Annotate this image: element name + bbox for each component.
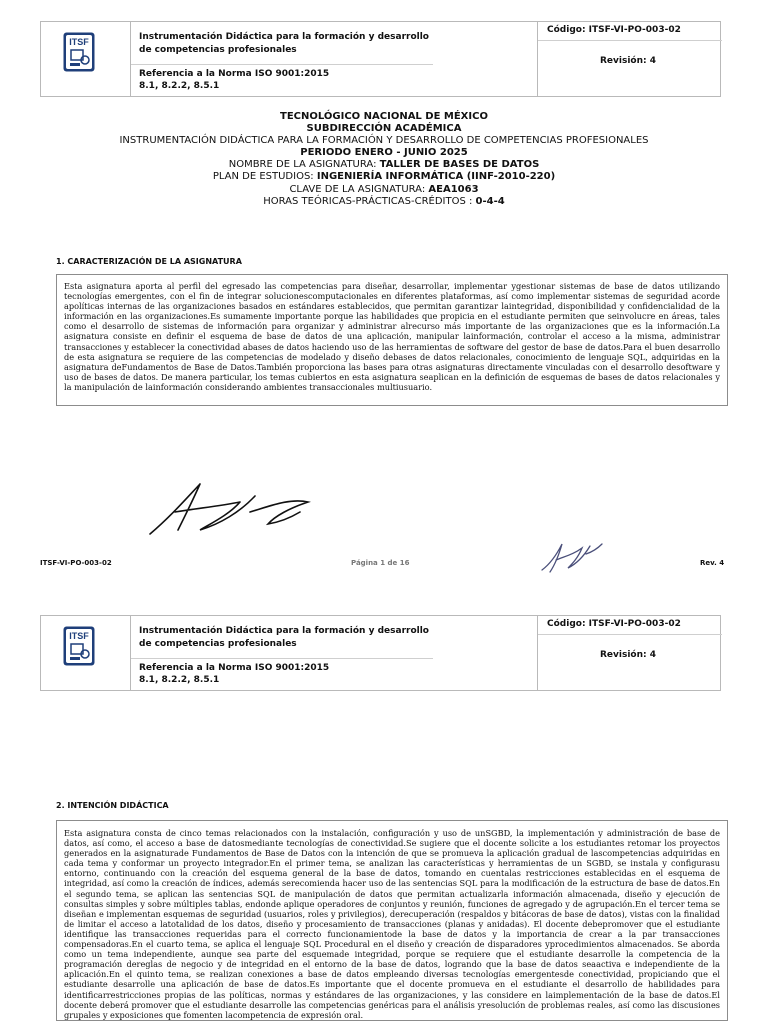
header-title: Instrumentación Didáctica para la formación y desarrollo de competencias profesionales: [139, 626, 429, 649]
document-header: [40, 21, 721, 97]
itsf-logo: [63, 32, 95, 72]
divider: [538, 634, 722, 635]
logo-cell: [41, 22, 131, 96]
logo-cell: [41, 616, 131, 690]
itsf-logo: [63, 626, 95, 666]
institution: TECNOLÓGICO NACIONAL DE MÉXICO: [280, 111, 488, 122]
revision: Revisión: 4: [600, 56, 657, 66]
header-reference: [139, 662, 439, 686]
reference-line-2: 8.1, 8.2.2, 8.5.1: [139, 675, 220, 685]
section-1-title: 1. CARACTERIZACIÓN DE LA ASIGNATURA: [56, 257, 242, 266]
signature-large: [140, 472, 340, 544]
section-2-title: 2. INTENCIÓN DIDÁCTICA: [56, 801, 169, 810]
department: SUBDIRECCIÓN ACADÉMICA: [306, 123, 462, 135]
subject-value: TALLER DE BASES DE DATOS: [379, 159, 540, 171]
document-code: Código: ITSF-VI-PO-003-02: [547, 619, 681, 629]
signature-small: [536, 534, 608, 576]
document-code: Código: ITSF-VI-PO-003-02: [547, 25, 681, 35]
divider: [131, 658, 433, 659]
hours-label: HORAS TEÓRICAS-PRÁCTICAS-CRÉDITOS :: [263, 195, 476, 207]
period: PERIODO ENERO - JUNIO 2025: [300, 147, 468, 159]
footer-code: ITSF-VI-PO-003-02: [40, 559, 112, 567]
plan-label: PLAN DE ESTUDIOS:: [212, 171, 317, 183]
svg-text:ITSF: ITSF: [69, 37, 89, 47]
section-1-box: Esta asignatura aporta al perfil del egresado las competencias para diseñar, desarrollar, implementar ygestionar sistemas de base de datos utilizando tecnologías emergentes, con el fin de integrar solucionescomputacionales en diferentes plataformas, así como implementar sistemas de seguridad acorde apolíticas internas de las organizaciones basados en estándares establecidos, que permitan garantizar laintegridad, disponibilidad y confidencialidad de la información en las organizaciones.Es sumamente importante porque las habilidades que propicia en el estudiante permiten que seinvolucre en áreas, tales como el desarrollo de sistemas de información para organizar y administrar alrecurso más importante de las organizaciones que es la información.La asignatura consiste en definir el esquema de base de datos de una aplicación, manipular lainformación, controlar el acceso a la misma, administrar transacciones y establecer la conectividad abases de datos haciendo uso de las herramientas de software del gestor de base de datos.Para el buen desarrollo de esta asignatura se requiere de las competencias de modelado y diseño debases de datos relacionales, conocimiento de lenguaje SQL, adquiridas en la asignatura deFundamentos de Base de Datos.También proporciona las bases para otras asignaturas directamente vinculadas con el desarrollo desoftware y uso de bases de datos. De manera particular, los temas cubiertos en esta asignatura seaplican en la definición de esquemas de bases de datos relacionales y la manipulación de lainformación considerando ambientes transaccionales multiusuario.: [56, 274, 728, 406]
divider: [131, 64, 433, 65]
reference-line-1: Referencia a la Norma ISO 9001:2015: [139, 69, 330, 79]
header-title: Instrumentación Didáctica para la formación y desarrollo de competencias profesionales: [139, 32, 429, 55]
footer-page: Página 1 de 16: [351, 559, 410, 567]
document-header: [40, 615, 721, 691]
reference-line-1: Referencia a la Norma ISO 9001:2015: [139, 663, 330, 673]
section-2-box: Esta asignatura consta de cinco temas relacionados con la instalación, configuración y uso de unSGBD, la implementación y administración de base de datos, así como, el acceso a base de datosmediante tecnologías de conectividad.Se sugiere que el docente solicite a los estudiantes retomar los proyectos generados en la asignaturade Fundamentos de Base de Datos con la intención de que se promueva la aplicación gradual de lascompetencias adquiridas en cada tema y conformar un proyecto integrador.En el primer tema, se analizan las características y herramientas de un SGBD, se instala y configurasu entorno, continuando con la creación del esquema general de la base de datos, tomando en cuentalas restricciones establecidas en el esquema de integridad, así como la creación de índices, además serecomienda hacer uso de las sentencias SQL para la modificación de la estructura de base de datos.En el segundo tema, se aplican las sentencias SQL de manipulación de datos que permitan actualizarla información almacenada, diseño y ejecución de consultas simples y sobre múltiples tablas, endonde aplique operadores de conjuntos y reunión, funciones de agregado y de agrupación.En el tercer tema se diseñan e implementan esquemas de seguridad (usuarios, roles y privilegios), derecuperación (respaldos y bitácoras de base de datos), vistas con la finalidad de limitar el acceso a latotalidad de los datos, diseño y procesamiento de transacciones (planas y anidadas). El docente debepromover que el estudiante identifique las transacciones requeridas para el correcto funcionamientode la base de datos y la importancia de crear a la par transacciones compensadoras.En el cuarto tema, se aplica el lenguaje SQL Procedural en el diseño y creación de disparadores yprocedimientos almacenados. Se aborda como un tema independiente, aunque sea parte del esquemade integridad, porque se requiere que el estudiante desarrolle la competencia de la programación dereglas de negocio y de integridad en el entorno de la base de datos, logrando que la base de datos seaactiva e independiente de la aplicación.En el quinto tema, se realizan conexiones a base de datos empleando diversas tecnologías emergentesde conectividad, propiciando que el estudiante desarrolle una aplicación de base de datos.Es importante que el docente promueva en el estudiante el desarrollo de habilidades para identificarrestricciones propias de las políticas, normas y estándares de las organizaciones, y las considere en laimplementación de la base de datos.El docente deberá promover que el estudiante desarrolle las competencias genéricas para el análisis yresolución de problemas reales, así como las discusiones grupales y exposiciones que fomenten lacompetencia de expresión oral.: [56, 820, 728, 1021]
header-right-column: [537, 616, 721, 690]
header-right-column: [537, 22, 721, 96]
key-line: [0, 184, 768, 196]
key-value: AEA1063: [428, 183, 479, 195]
document-name: INSTRUMENTACIÓN DIDÁCTICA PARA LA FORMACIÓN Y DESARROLLO DE COMPETENCIAS PROFESIONALES: [119, 135, 649, 147]
title-block: [0, 111, 768, 208]
hours-line: [0, 196, 768, 208]
plan-value: INGENIERÍA INFORMÁTICA (IINF-2010-220): [316, 171, 556, 183]
footer-rev: Rev. 4: [700, 559, 725, 567]
reference-line-2: 8.1, 8.2.2, 8.5.1: [139, 81, 220, 91]
subject-label: NOMBRE DE LA ASIGNATURA:: [228, 159, 380, 171]
header-reference: [139, 68, 439, 92]
divider: [538, 40, 722, 41]
hours-value: 0-4-4: [475, 195, 505, 207]
svg-text:ITSF: ITSF: [69, 631, 89, 641]
key-label: CLAVE DE LA ASIGNATURA:: [289, 183, 429, 195]
subject-line: [0, 159, 768, 171]
revision: Revisión: 4: [600, 650, 657, 660]
plan-line: [0, 171, 768, 183]
